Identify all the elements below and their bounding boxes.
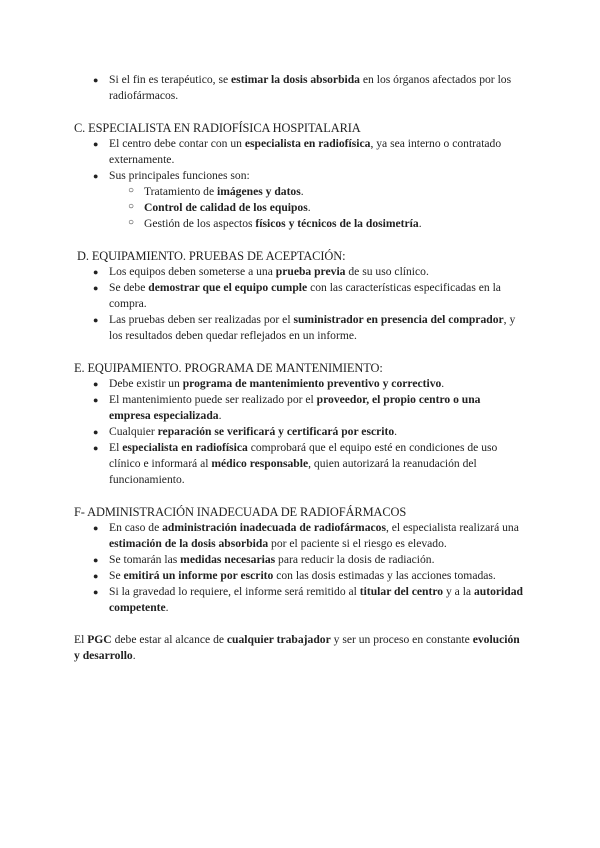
list-item [93, 440, 523, 488]
bullet-icon: ● [93, 171, 99, 181]
bold-text: imágenes y datos [217, 185, 301, 198]
bullet-icon: ● [93, 443, 99, 453]
text: Se tomarán las [109, 553, 181, 566]
bullet-icon: ● [93, 379, 99, 389]
text: Si la gravedad lo requiere, el informe será remitido al [109, 585, 360, 598]
text: en los órganos afectados por los radiofármacos. [109, 73, 512, 102]
text: Se [109, 569, 124, 582]
bold-text: estimación de la dosis absorbida [109, 537, 269, 550]
circle-bullet-icon: ○ [128, 217, 135, 228]
text: El [109, 441, 123, 454]
bold-text: programa de mantenimiento preventivo y correctivo [182, 377, 442, 390]
section-title: C. ESPECIALISTA EN RADIOFÍSICA HOSPITALARIA [74, 121, 361, 135]
list-item [93, 424, 523, 440]
bullet-icon: ● [93, 267, 99, 277]
text: y a la [443, 585, 474, 598]
bullet-icon: ● [93, 139, 99, 149]
section-title: D. EQUIPAMIENTO. PRUEBAS DE ACEPTACIÓN: [77, 249, 346, 263]
bold-text: proveedor, el propio centro o una empresa especializada [109, 393, 481, 422]
text: Los equipos deben someterse a una [109, 265, 276, 278]
bullet-icon: ● [93, 427, 99, 437]
section-title: F- ADMINISTRACIÓN INADECUADA DE RADIOFÁRMACOS [74, 505, 407, 519]
bold-text: medidas necesarias [180, 553, 276, 566]
sub-list-item [128, 216, 528, 232]
bullet-icon: ● [93, 283, 99, 293]
bold-text: autoridad competente [109, 585, 523, 614]
text: con las dosis estimadas y las acciones tomadas. [273, 569, 496, 582]
text: Sus principales funciones son: [109, 169, 250, 182]
bullet-icon: ● [93, 555, 99, 565]
text: , el especialista realizará una [385, 521, 519, 534]
text: Se debe [109, 281, 149, 294]
text: con las características especificadas en la compra. [109, 281, 501, 310]
bold-text: físicos y técnicos de la dosimetría [255, 217, 419, 230]
text: . [132, 649, 136, 662]
list-item [93, 552, 523, 568]
text: debe estar al alcance de [111, 633, 227, 646]
sub-list-item [128, 200, 528, 216]
text: , ya sea interno o contratado externamente. [109, 137, 502, 166]
bold-text: especialista en radiofísica [122, 441, 248, 454]
text: . [218, 409, 222, 422]
text: por el paciente si el riesgo es elevado. [268, 537, 447, 550]
bold-text: estimar la dosis absorbida [231, 73, 360, 86]
text: , y los resultados deben quedar reflejados en un informe. [109, 313, 516, 342]
text: . [165, 601, 169, 614]
list-item [93, 376, 523, 392]
text: Si el fin es terapéutico, se [109, 73, 232, 86]
bullet-icon: ● [93, 315, 99, 325]
text: , quien autorizará la reanudación del funcionamiento. [109, 457, 477, 486]
list-item [93, 136, 523, 168]
circle-bullet-icon: ○ [128, 185, 135, 196]
text: El mantenimiento puede ser realizado por el [109, 393, 317, 406]
bold-text: suministrador en presencia del comprador [293, 313, 504, 326]
bold-text: titular del centro [359, 585, 444, 598]
text: Debe existir un [109, 377, 183, 390]
text: comprobará que el equipo esté en condiciones de uso clínico e informará al [109, 441, 498, 470]
text: El [74, 633, 88, 646]
bullet-icon: ● [93, 523, 99, 533]
text: El centro debe contar con un [109, 137, 245, 150]
text: para reducir la dosis de radiación. [275, 553, 435, 566]
bold-text: reparación se verificará y certificará por escrito [157, 425, 395, 438]
bold-text: cualquier trabajador [226, 633, 331, 646]
text: y ser un proceso en constante [330, 633, 473, 646]
sub-list-item [128, 184, 528, 200]
list-item [93, 520, 523, 552]
text: Cualquier [109, 425, 158, 438]
bold-text: especialista en radiofísica [244, 137, 371, 150]
bullet-icon: ● [93, 395, 99, 405]
bold-text: PGC [87, 633, 112, 646]
text: de su uso clínico. [345, 265, 429, 278]
bullet-icon: ● [93, 571, 99, 581]
circle-bullet-icon: ○ [128, 201, 135, 212]
list-item [93, 72, 523, 104]
list-item [93, 264, 523, 280]
list-item [93, 280, 523, 312]
text: . [441, 377, 445, 390]
text: Tratamiento de [144, 185, 217, 198]
bold-text: administración inadecuada de radiofármacos [162, 521, 386, 534]
text: . [418, 217, 422, 230]
bold-text: Control de calidad de los equipos [144, 201, 308, 214]
bullet-icon: ● [93, 587, 99, 597]
bold-text: médico responsable [211, 457, 309, 470]
bold-text: prueba previa [275, 265, 346, 278]
text: Las pruebas deben ser realizadas por el [109, 313, 294, 326]
bold-text: evolución y desarrollo [74, 633, 520, 662]
list-item [93, 584, 523, 616]
list-item [93, 312, 523, 344]
bullet-icon: ● [93, 75, 99, 85]
text: Gestión de los aspectos [144, 217, 256, 230]
text: En caso de [109, 521, 163, 534]
list-item [93, 568, 523, 584]
list-item [93, 168, 523, 184]
bold-text: emitirá un informe por escrito [123, 569, 274, 582]
section-title: E. EQUIPAMIENTO. PROGRAMA DE MANTENIMIENTO: [74, 361, 383, 375]
text: . [394, 425, 398, 438]
list-item [93, 392, 523, 424]
text: . [300, 185, 304, 198]
text: . [307, 201, 311, 214]
bold-text: demostrar que el equipo cumple [148, 281, 308, 294]
closing-paragraph [74, 632, 524, 664]
